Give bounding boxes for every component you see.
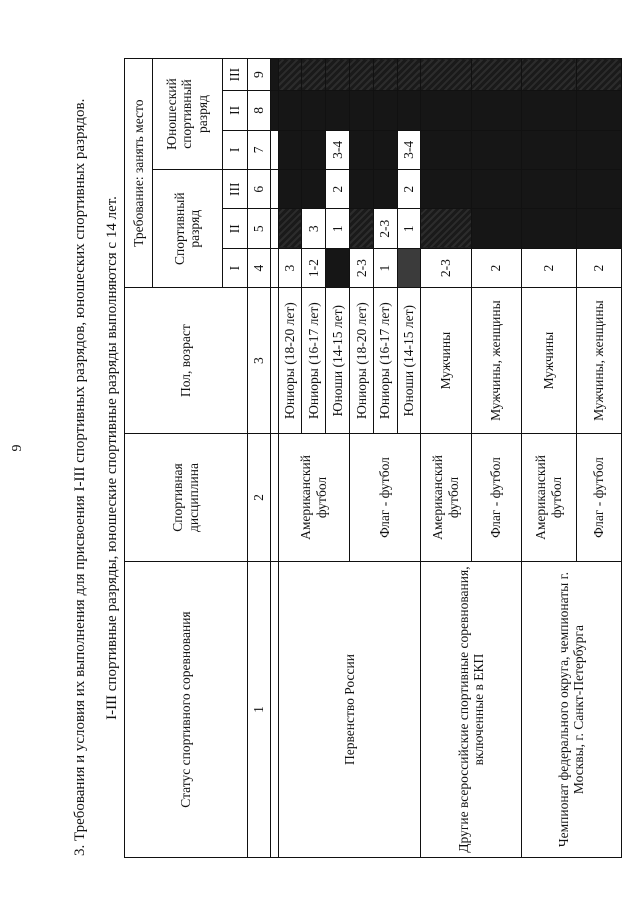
place-cell: 3 xyxy=(302,209,326,248)
rotated-page-content xyxy=(72,58,632,858)
table-row xyxy=(278,59,302,858)
column-number: 3 xyxy=(247,288,270,433)
empty-cell xyxy=(278,209,302,248)
empty-cell xyxy=(278,170,302,209)
place-cell: 2 xyxy=(521,248,576,287)
empty-cell xyxy=(521,209,576,248)
empty-cell xyxy=(326,248,350,287)
gender-age-cell: Мужчины xyxy=(521,288,576,433)
rank-label: III xyxy=(222,59,247,91)
place-cell: 3 xyxy=(278,248,302,287)
empty-cell xyxy=(471,209,521,248)
place-cell: 2-3 xyxy=(421,248,471,287)
empty-cell xyxy=(421,59,471,91)
gender-age-cell: Мужчины xyxy=(421,288,471,433)
place-cell: 3-4 xyxy=(397,130,421,169)
gender-age-cell: Юниоры (18-20 лет) xyxy=(349,288,373,433)
empty-cell xyxy=(373,130,397,169)
empty-cell xyxy=(576,91,621,130)
empty-cell xyxy=(326,59,350,91)
place-cell: 1 xyxy=(373,248,397,287)
empty-cell xyxy=(373,170,397,209)
empty-cell xyxy=(576,59,621,91)
section-heading: 3. Требования и условия их выполнения для присвоения I-III спортивных разрядов, юношеских спортивных разрядов. xyxy=(72,98,88,856)
empty-cell xyxy=(471,59,521,91)
column-number: 9 xyxy=(247,59,270,91)
empty-cell xyxy=(421,170,471,209)
page-number: 9 xyxy=(10,444,25,452)
place-cell: 2-3 xyxy=(373,209,397,248)
place-cell: 2 xyxy=(471,248,521,287)
place-cell: 1 xyxy=(326,209,350,248)
header-sport-rank: Спортивный разряд xyxy=(152,170,222,288)
gender-age-cell: Юниоры (16-17 лет) xyxy=(302,288,326,433)
place-cell: 3-4 xyxy=(326,130,350,169)
discipline-cell: Флаг - футбол xyxy=(349,433,420,561)
empty-cell xyxy=(471,91,521,130)
status-cell: Чемпионат федерального округа, чемпионаты г. Москвы, г. Санкт-Петербурга xyxy=(521,562,621,858)
table-row xyxy=(421,59,471,858)
place-cell: 1-2 xyxy=(302,248,326,287)
header-youth-rank: Юношеский спортивный разряд xyxy=(152,59,222,170)
column-number: 7 xyxy=(247,130,270,169)
empty-cell xyxy=(278,130,302,169)
empty-cell xyxy=(349,59,373,91)
gender-age-cell: Юниоры (16-17 лет) xyxy=(373,288,397,433)
empty-cell xyxy=(302,130,326,169)
column-number: 6 xyxy=(247,170,270,209)
column-number: 2 xyxy=(247,433,270,561)
place-cell: 1 xyxy=(397,209,421,248)
empty-cell xyxy=(349,170,373,209)
empty-cell xyxy=(349,209,373,248)
requirements-table xyxy=(124,58,622,858)
header-status: Статус спортивного соревнования xyxy=(125,562,248,858)
status-cell: Первенство России xyxy=(278,562,421,858)
empty-cell xyxy=(302,170,326,209)
empty-cell xyxy=(576,209,621,248)
empty-cell xyxy=(521,59,576,91)
gender-age-cell: Юноши (14-15 лет) xyxy=(397,288,421,433)
empty-cell xyxy=(576,170,621,209)
column-number: 4 xyxy=(247,248,270,287)
discipline-cell: Американский футбол xyxy=(421,433,471,561)
rank-label: II xyxy=(222,91,247,130)
discipline-cell: Американский футбол xyxy=(521,433,576,561)
place-cell: 2 xyxy=(326,170,350,209)
place-cell: 2 xyxy=(576,248,621,287)
rank-label: III xyxy=(222,170,247,209)
empty-cell xyxy=(471,170,521,209)
rank-label: II xyxy=(222,209,247,248)
empty-cell xyxy=(471,130,521,169)
empty-cell xyxy=(421,209,471,248)
gender-age-cell: Мужчины, женщины xyxy=(471,288,521,433)
discipline-cell: Американский футбол xyxy=(278,433,349,561)
place-cell: 2 xyxy=(397,170,421,209)
section-subheading: I-III спортивные разряды, юношеские спортивные разряды выполняются с 14 лет. xyxy=(104,196,120,720)
empty-cell xyxy=(397,248,421,287)
empty-cell xyxy=(349,130,373,169)
empty-cell xyxy=(278,59,302,91)
gender-age-cell: Юноши (14-15 лет) xyxy=(326,288,350,433)
gender-age-cell: Мужчины, женщины xyxy=(576,288,621,433)
empty-cell xyxy=(278,91,302,130)
gender-age-cell: Юниоры (18-20 лет) xyxy=(278,288,302,433)
place-cell: 2-3 xyxy=(349,248,373,287)
empty-cell xyxy=(421,91,471,130)
column-number: 8 xyxy=(247,91,270,130)
header-requirement: Требование: занять место xyxy=(125,59,153,288)
empty-cell xyxy=(521,170,576,209)
status-cell: Другие всероссийские спортивные соревнования, включенные в ЕКП xyxy=(421,562,521,858)
discipline-cell: Флаг - футбол xyxy=(471,433,521,561)
empty-cell xyxy=(521,130,576,169)
empty-cell xyxy=(373,59,397,91)
empty-cell xyxy=(397,91,421,130)
header-discipline: Спортивная дисциплина xyxy=(125,433,248,561)
rank-label: I xyxy=(222,130,247,169)
empty-cell xyxy=(397,59,421,91)
column-number: 5 xyxy=(247,209,270,248)
empty-cell xyxy=(576,130,621,169)
rank-label: I xyxy=(222,248,247,287)
empty-cell xyxy=(373,91,397,130)
empty-cell xyxy=(326,91,350,130)
empty-cell xyxy=(302,59,326,91)
table-row xyxy=(521,59,576,858)
empty-cell xyxy=(302,91,326,130)
empty-cell xyxy=(349,91,373,130)
discipline-cell: Флаг - футбол xyxy=(576,433,621,561)
column-number: 1 xyxy=(247,562,270,858)
empty-cell xyxy=(521,91,576,130)
empty-cell xyxy=(421,130,471,169)
header-gender-age: Пол, возраст xyxy=(125,288,248,433)
